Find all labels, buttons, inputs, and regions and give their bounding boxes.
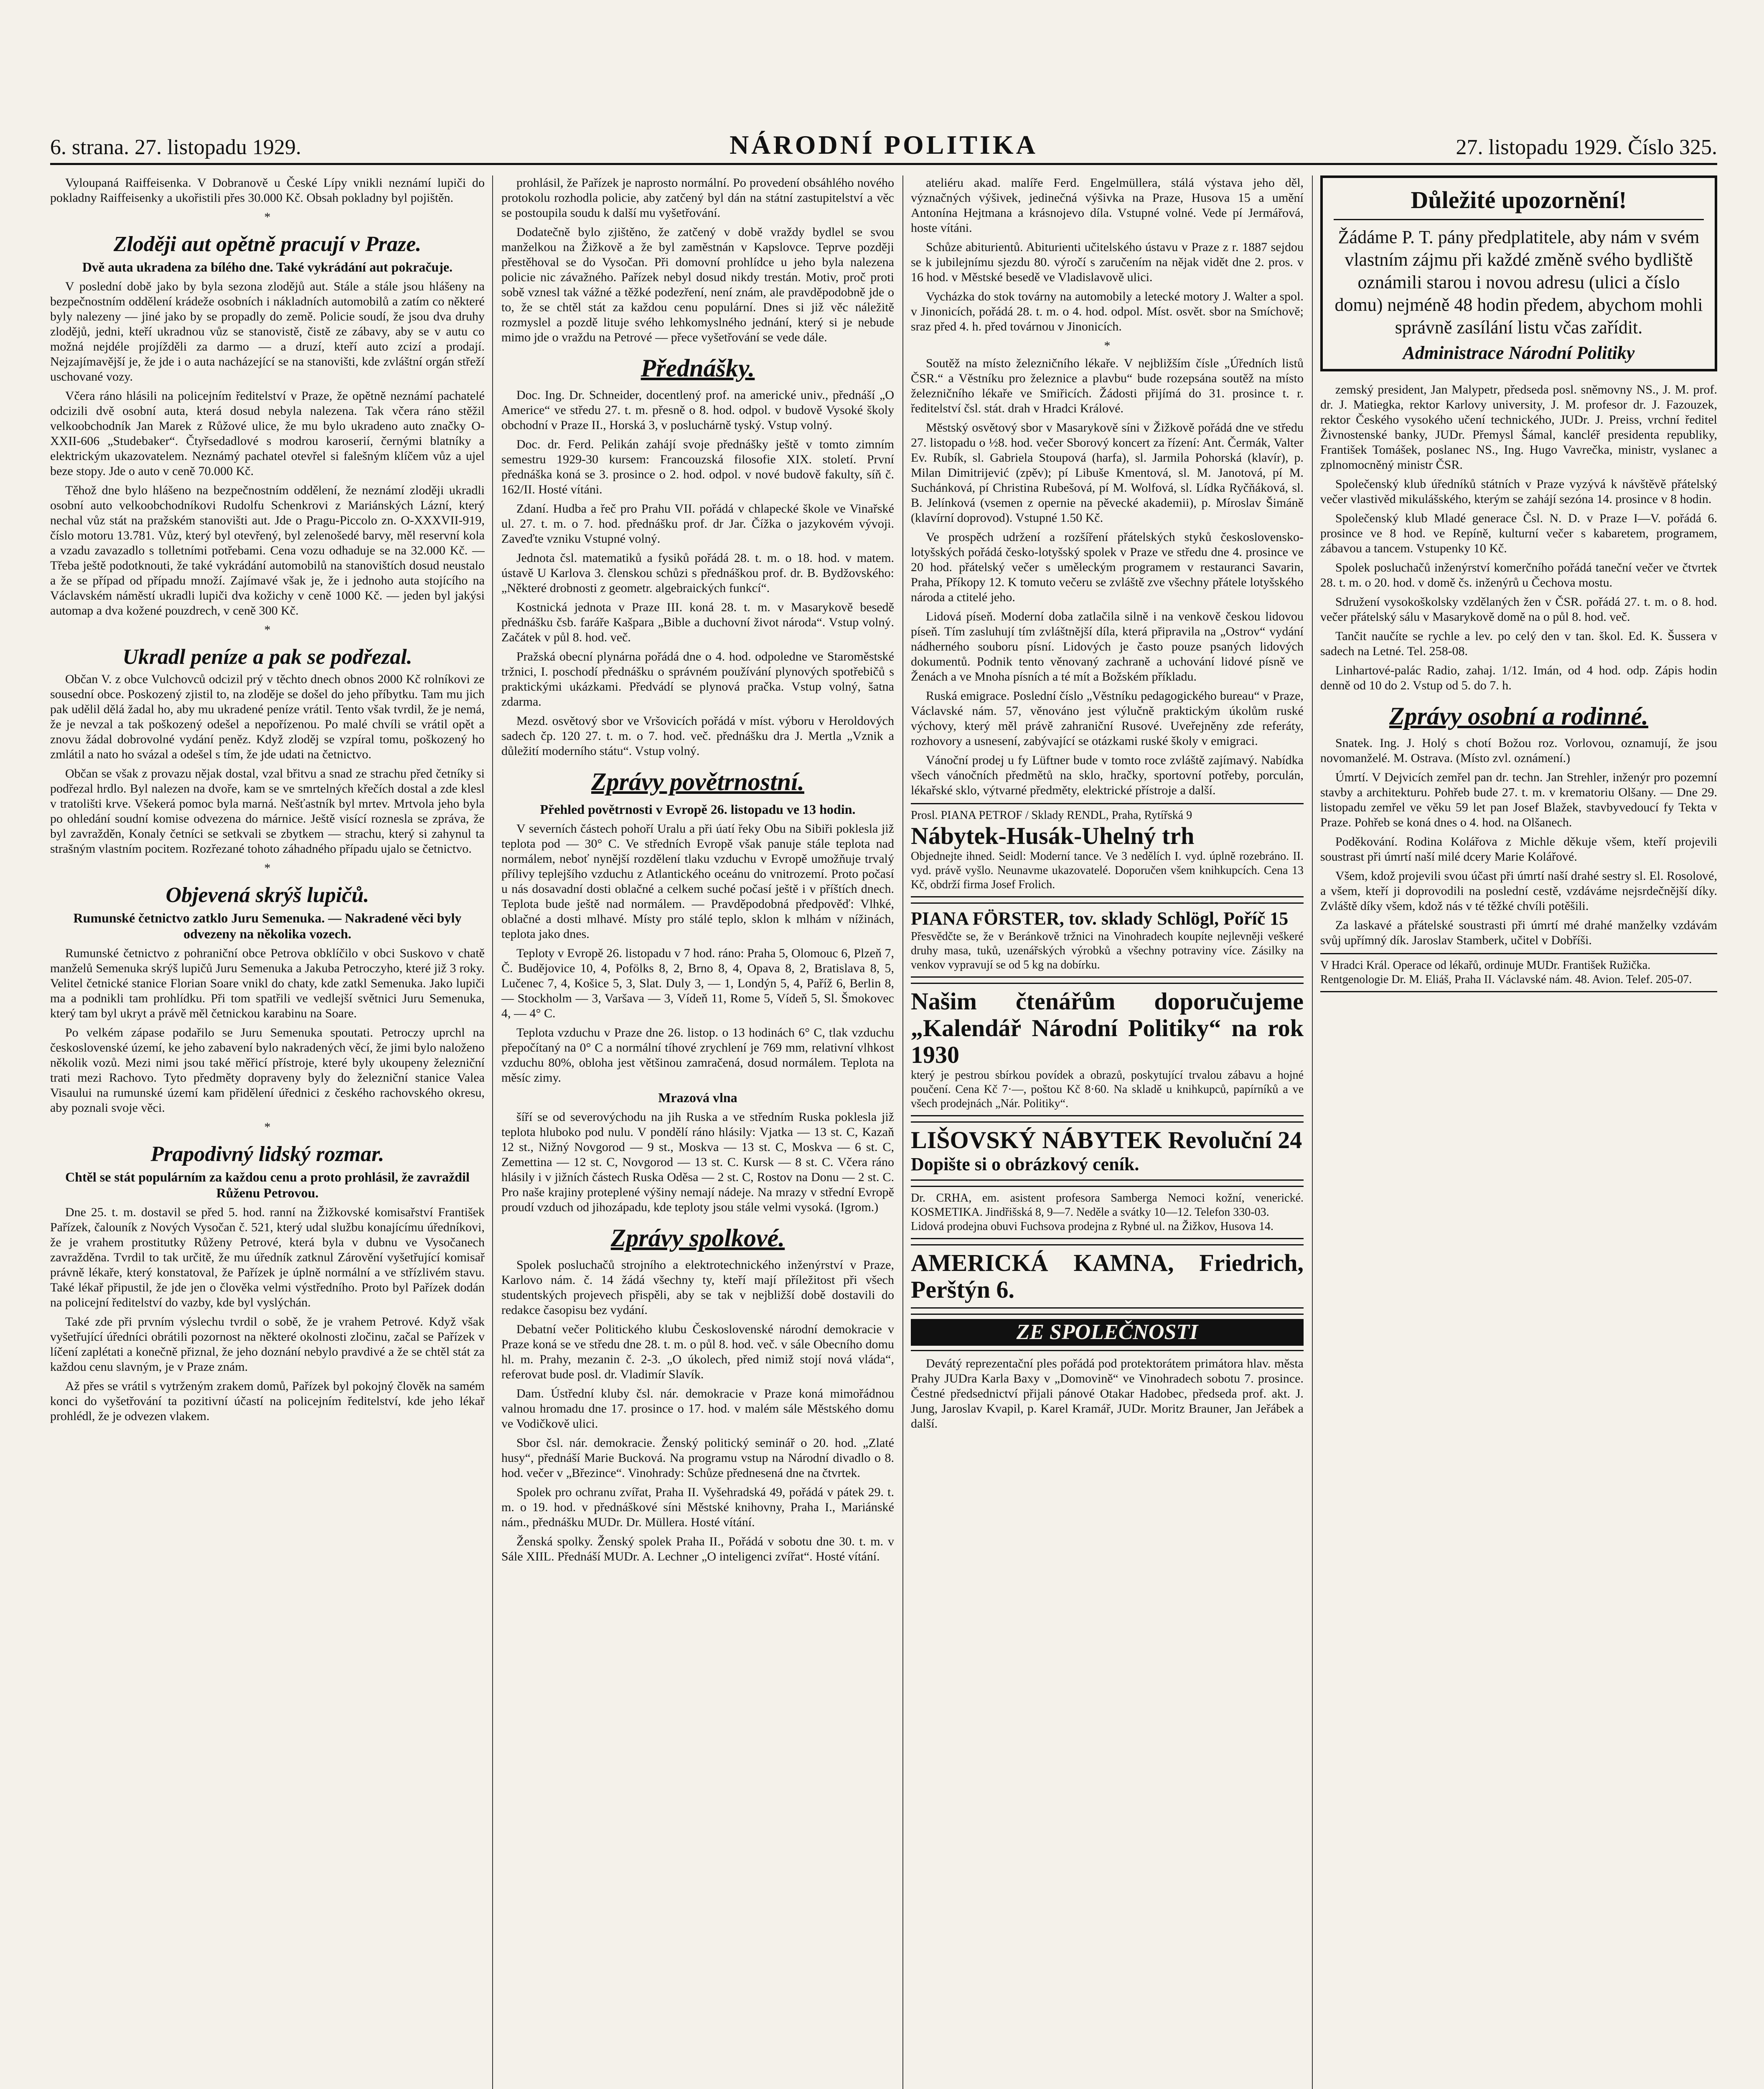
ad-headline: Našim čtenářům doporučujeme „Kalendář Národní Politiky“ na rok 1930	[911, 988, 1304, 1068]
ad-text: Rentgenologie Dr. M. Eliáš, Praha II. Václavské nám. 48. Avion. Telef. 205-07.	[1320, 973, 1692, 986]
lecture-item: Kostnická jednota v Praze III. koná 28. t. m. v Masarykově besedě přednášku čsb. faráře Kašpara „Bible a duchovní život národa“. Vstup volný. Začátek v půl 8. hod. več.	[501, 600, 894, 644]
personal-item: Všem, kdož projevili svou účast při úmrtí naší drahé sestry sl. El. Rosolové, a všem, kteří ji doprovodili na poslední cestě, vzdáváme nejsrdečnější díky. Zvláště díky všem, kdož nás v té těžké chvíli potěšili.	[1320, 869, 1717, 913]
personal-item: Úmrtí. V Dejvicích zemřel pan dr. techn. Jan Strehler, inženýr pro pozemní stavby a architekturu. Pohřeb bude 27. t. m. v krematoriu Olšany. — Dne 29. listopadu zemřel ve věku 59 let pan Josef Blažek, stavbyvedoucí fy Tekta v Praze. Pohřeb se koná dnes o 4. hod. na Olšanech.	[1320, 770, 1717, 829]
ad-text: V Hradci Král. Operace od lékařů, ordinuje MUDr. František Ružička.	[1320, 959, 1651, 972]
article-paragraph: V poslední době jako by byla sezona zlodějů aut. Stále a stále jsou hlášeny na bezpečnostním oddělení krádeže osobních i nákladních automobilů a zatím co některé byly nalezeny — jiné jako by se propadly do země. Policie soudí, že jsou dva druhy zlodějů, jedni, kteří ukradnou vůz se stanovistě, čistě ze zábavy, aby se v autu co možná nejdéle projížděli za darmo — a druzí, kteří auto zcizí a prodají. Nejzajímavější je, že jde i o auta nacházející se na stanovišti, kde zvláštní orgán střeží uschované vozy.	[50, 280, 485, 384]
notice-item: Městský osvětový sbor v Masarykově síni v Žižkově pořádá dne ve středu 27. listopadu o ½8. hod. večer Sborový koncert za řízení: Ant. Čermák, Valter Ev. Rubík, sl. Gabriela Stoupová (harfa), sl. Jarmila Pohorská (klavír), p. Milan Dimitrijević (zpěv); pí Libuše Kmentová, sl. M. Janotová, pí M. Suchánková, pí Christina Rubešová, pí M. Wolfová, sl. Lídka Ryčňáková, sl. B. Jelínková (vsemen z opernie na pěvecké akademii), p. Míroslav Šimáně (klavírní doprovod). Vstupné 1.50 Kč.	[911, 421, 1304, 525]
column-rule	[1312, 175, 1313, 2089]
ad-headline: AMERICKÁ KAMNA, Friedrich, Perštýn 6.	[911, 1249, 1304, 1303]
masthead: NÁRODNÍ POLITIKA	[729, 130, 1038, 160]
lecture-item: Zdaní. Hudba a řeč pro Prahu VII. pořádá v chlapecké škole ve Vinařské ul. 27. t. m. o 7. hod. přednášku prof. dr Jar. Čížka o jazykovém vývoji. Zaveďte vzniku Vstupné volný.	[501, 502, 894, 546]
ad-text: Dr. CRHA, em. asistent profesora Samberga Nemoci kožní, venerické. KOSMETIKA. Jindřišská 8, 9—7. Neděle a svátky 10—12. Telefon 330-03.	[911, 1192, 1304, 1219]
column-4	[1320, 175, 1717, 2089]
article-paragraph: Občan V. z obce Vulchovců odcizil prý v těchto dnech obnos 2000 Kč rolníkovi ze sousední obce. Poskozený zjistil to, na zloděje se došel do jeho příbytku. Tam mu jich pak udělil dělá žadal ho, aby mu ukradené peníze vrátil. Tento však tvrdil, že je nemá, že je nevzal a tak poškozený odešel a nepořízenou. Po malé chvíli se vrátil opět a znovu žádal dobrovolné vydání peněz. Když zloděj se vzpíral tomu, poškozený ho zmlátil a nato ho svázal a odešel s tím, že jde udati na četnictvo.	[50, 672, 485, 761]
society-section	[911, 1314, 1304, 1351]
weather-paragraph: Teplota vzduchu v Praze dne 26. listop. o 13 hodinách 6° C, tlak vzduchu přepočítaný na 0° C a normální tíhové zrychlení je 769 mm, relativní vlhkost vzduchu 80%, obloha jest většinou zamračená, dosud normálem. Teplota na měsíc zimy.	[501, 1026, 894, 1085]
article-paragraph: zemský president, Jan Malypetr, předseda posl. sněmovny NS., J. M. prof. dr. J. Matiegka, rektor Karlovy university, J. M. profesor dr. J. Fazouzek, rektor Českého vysokého učení technického, JUDr. J. Preiss, vrchní ředitel Živnostenské banky, JUDr. Přemysl Šámal, kancléř presidenta republiky, František Tomášek, poslanec NS., Ing. Hugo Vavrečka, ministr, vyslanec a zplnomocněný ministr ČSR.	[1320, 383, 1717, 472]
ad-text: Přesvědčte se, že v Beránkově tržnici na Vinohradech koupíte nejlevněji veškeré druhy masa, tuků, uzenářských výrobků a všechny potraviny více. Zásilky na venkov vypravují se od 5 kg na dobírku.	[911, 930, 1304, 971]
ad-headline: LIŠOVSKÝ NÁBYTEK Revoluční 24	[911, 1126, 1302, 1154]
separator-star: *	[264, 210, 271, 224]
notice-item: Schůze abiturientů. Abiturienti učitelského ústavu v Praze z r. 1887 sejdou se k jubilejnímu sjezdu 80. výročí s zaručením na nějak vidět dne 2. pros. v 16 hod. v Městské besedě ve Vladislavově ulici.	[911, 240, 1304, 284]
weather-headline: Přehled povětrnosti v Evropě 26. listopadu ve 13 hodin.	[540, 802, 856, 817]
advertisement	[911, 902, 1304, 978]
separator-star: *	[264, 623, 271, 637]
section-title-weather: Zprávy povětrnostní.	[591, 768, 804, 795]
article-paragraph: Až přes se vrátil s vytrženým zrakem domů, Pařízek byl pokojný člověk na samém konci do vyšetřování ta pozitivní účastí na policejním ředitelství, kde jeho lékař prohlédl, že je odvezen vlakem.	[50, 1379, 485, 1423]
article-paragraph: Včera ráno hlásili na policejním ředitelství v Praze, že opětně neznámí pachatelé odcizili dvě osobní auta, která dosud nebyla nalezena. Tak včera ráno stěžil velkoobchodník Jan Marek z Růžové ulice, že mu bylo ukradeno auto značky O-XXII-606 „Studebaker“. Čtyřsedadlové s modrou karoserií, černými blatníky a elektrickým ukazovatelem. Neznámý pachatel otevřel si falešným klíčem vůz a ujel beze stopy. Jde o auto v ceně 70.000 Kč.	[50, 389, 485, 478]
important-notice-box	[1320, 175, 1717, 371]
section-title-society: ZE SPOLEČNOSTI	[911, 1319, 1304, 1346]
lecture-item: Doc. Ing. Dr. Schneider, docentlený prof. na americké univ., přednáší „O Americe“ ve středu 27. t. m. přesně o 8. hod. odpol. v budově Vysoké školy obchodní v Praze II., Horská 3, v posluchárně tyský. Vstup volný.	[501, 388, 894, 432]
ad-text: Objednejte ihned. Seidl: Moderní tance. Ve 3 nedělích I. vyd. úplně rozebráno. II. vyd. právě vyšlo. Neunavme ukazovatelé. Doporučen všem knihkupcích. Cena 13 Kč, obdrží firma Josef Frolich.	[911, 850, 1304, 891]
column-rule	[492, 175, 493, 2089]
article-headline: Prapodivný lidský rozmar.	[150, 1142, 384, 1166]
ad-headline: PIANA FÖRSTER, tov. sklady Schlögl, Poříč 15	[911, 908, 1289, 929]
notice-item: Vycházka do stok továrny na automobily a letecké motory J. Walter a spol. v Jinonicích, pořádá 28. t. m. o 4. hod. odpol. Míst. osvět. sbor na Smíchově; sraz před 4. h. před továrnou v Jinonicích.	[911, 290, 1304, 333]
article-subheadline: Chtěl se stát populárním za každou cenu a proto prohlásil, že zavraždil Růženu Petrovou.	[65, 1169, 470, 1200]
column-2	[501, 175, 894, 2089]
article-headline: Objevená skrýš lupičů.	[165, 883, 369, 907]
advertisement	[911, 1244, 1304, 1309]
weather-paragraph: šíří se od severovýchodu na jih Ruska a ve středním Ruska poklesla již teplota hluboko pod nulu. V pondělí ráno hlásily: Vjatka — 13 st. C, Kazaň 12 st., Nižný Novgorod — 9 st., Moskva — 13 st. C, Moskva — 6 st. C, Zemettina — 12 st. C, Novgorod — 13 st. C. Kursk — 8 st. C. Včera ráno hlásily i v jižních částech Ruska Oděsa — 2 st. C, Rostov na Donu — 2 st. C. Pro naše krajiny proteplené výšiny nemají nádeje. Na mrazy v střední Evropě proudí vzduch od jihozápadu, kde teploty jsou stále velmi vysoká. (Igrom.)	[501, 1110, 894, 1214]
association-item: Spolek pro ochranu zvířat, Praha II. Vyšehradská 49, pořádá v pátek 29. t. m. o 19. hod. v přednáškové síni Městské knihovny, Praha I., Mariánské nám., přednášku MUDr. Dr. Müllera. Hosté vítání.	[501, 1485, 894, 1529]
notice-item: Lidová píseň. Moderní doba zatlačila silně i na venkově českou lidovou píseň. Tím zasluhují tím zvláštnější díla, která připravila na „Ostrov“ vydání nádherného souboru písní. Lidových je často pouze psaných lidových dokumentů. Podnik tento věnovaný zachraně a uchování lidové písně ve Ženách a ve Mnoha písních a té mít a Božském příkladu.	[911, 610, 1304, 684]
article-paragraph: Po velkém zápase podařilo se Juru Semenuka spoutati. Petroczy uprchl na československé území, ke jeho zabavení bylo nakradených věcí, že jimi bylo naloženo několik vozů. Mezi nimi jsou také měřicí přístroje, které byly ukoupeny železniční trati mezi Rachovo. Tyto předměty dopraveny byly do železniční stanice Valea Visaului na rumunské území kam přidělení úřednici z českého rachovského okresu, aby poznali svoje věci.	[50, 1026, 485, 1115]
article-paragraph: Dodatečně bylo zjištěno, že zatčený v době vraždy bydlel se svou manželkou na Žižkově a že byl zaměstnán v Kapslovce. Teprve později přestěhoval se do Vysočan. Při domovní prohlídce u jeho byla nalezena policie nic závažného. Pařízek nebyl dosud nikdy trestán. Motiv, proč proti sobě vznesl tak vážné a těžké podezření, není znám, ale pravděpodobně jde o to, že se chtěl stát za každou cenu populární. Dnes si již věc náležitě rozmyslel a pozdě lituje svého lehkomyslného jednání, který si je nebude mimo jde o vraždu na Petrové — přece vyšetřování se vede dále.	[501, 225, 894, 344]
notice-item: Ve prospěch udržení a rozšíření přátelských styků československo-lotyšských pořádá česko-lotyšský spolek v Praze ve středu dne 4. prosince ve 20 hod. přátelský večer s uměleckým programem v restauranci Savarin, Praha, Příkopy 12. K tomuto večeru se zvláště zve všechny přátele lotyšského národa a ctitelé jeho.	[911, 530, 1304, 604]
notice-item: Ruská emigrace. Poslední číslo „Věstníku pedagogického bureau“ v Praze, Václavské nám. 57, věnováno jest výlučně praktickým úkolům ruské výchovy, který měl právě zahraniční Rusové. Uveřejněny zde referáty, rozhovory a usnesení, zabývající se otázkami ruské školy v emigraci.	[911, 689, 1304, 748]
ad-text: Lidová prodejna obuvi Fuchsova prodejna z Rybné ul. na Žižkov, Husova 14.	[911, 1220, 1273, 1233]
lecture-item: Jednota čsl. matematiků a fysiků pořádá 28. t. m. o 18. hod. v matem. ústavě U Karlova 3. členskou schůzi s přednáškou prof. dr. B. Bydžovského: „Některé drobnosti z geometr. algebraických funkcí“.	[501, 551, 894, 595]
article-paragraph: Také zde při prvním výslechu tvrdil o sobě, že je vrahem Petrové. Když však vyšetřující úředníci obrátili pozornost na některé okolnosti zločinu, začal se Pařízek v líčení zaplétati a konečně přiznal, že jeho doznání nebylo pravdivé a že se chtěl stát za každou cenu slavným, je v Praze znám.	[50, 1315, 485, 1374]
article-subheadline: Dvě auta ukradena za bílého dne. Také vykrádání aut pokračuje.	[82, 259, 453, 274]
personal-item: Za laskavé a přátelské soustrasti při úmrtí mé drahé manželky vzdávám svůj upřímný dík. Jaroslav Stamberk, učitel v Dobříši.	[1320, 918, 1717, 947]
article-subheadline: Rumunské četnictvo zatklo Juru Semenuka. — Nakradené věci byly odvezeny na několika vozech.	[73, 910, 462, 941]
separator-star: *	[264, 1120, 271, 1134]
society-item: Devátý reprezentační ples pořádá pod protektorátem primátora hlav. města Prahy JUDra Karla Baxy v „Domovině“ ve Vinohradech sobotu 7. prosince. Čestné předsednictví přijali pánové Otakar Hadobec, předseda prof. akt. J. Jung, Jaroslav Kvapil, p. Karel Kramář, JUDr. Moritz Brauner, Jan Jeřábek a další.	[911, 1357, 1304, 1431]
article-paragraph: prohlásil, že Pařízek je naprosto normální. Po provedení obsáhlého nového protokolu rozhodla policie, aby zatčený byl dán na státní zastupitelství a věc se postoupila soudu k další mu vyšetřování.	[501, 176, 894, 220]
advertisement	[1320, 953, 1717, 992]
notice-title: Důležité upozornění!	[1334, 186, 1704, 220]
lead-news: Vyloupaná Raiffeisenka. V Dobranově u České Lípy vnikli neznámí lupiči do pokladny Raiffeisenky a ukořistili přes 30.000 Kč. Obsah pokladny byl pojištěn.	[50, 176, 485, 205]
separator-star: *	[1104, 339, 1111, 353]
article-paragraph: Dne 25. t. m. dostavil se před 5. hod. ranní na Žižkovské komisařství František Pařízek, čalouník z Nových Vysočan č. 521, který udal službu konajícímu úředníkovi, že je vrahem prostitutky Růženy Petrové, která byla v dubnu ve Vysočanech zavražděna. Tvrdil to tak určitě, že mu úředník zatknul Zárovění vyšetřující komisař právně lékaře, který konstatoval, že Pařízek je úplně normální a ve střízlivém stavu. Také lékař připustil, že jde jen o člověka velmi výstředního. Proto byl Pařízek dodán na policejní ředitelství do vazby, kde byl vyslýchán.	[50, 1205, 485, 1309]
advertisement	[911, 1121, 1304, 1181]
association-item: Ženská spolky. Ženský spolek Praha II., Pořádá v sobotu dne 30. t. m. v Sále XIIL. Přednáší MUDr. A. Lechner „O inteligenci zvířat“. Hosté vítání.	[501, 1535, 894, 1563]
notice-item: Soutěž na místo železničního lékaře. V nejbližším čísle „Úředních listů ČSR.“ a Věstníku pro železnice a plavbu“ bude rozepsána soutěž na místo železničního lékaře ve Smiřicích. Žádosti přijímá do 31. prosince t. r. ředitelství čsl. stát. drah v Hradci Králové.	[911, 356, 1304, 415]
advertisement	[911, 1186, 1304, 1239]
weather-paragraph: Teploty v Evropě 26. listopadu v 7 hod. ráno: Praha 5, Olomouc 6, Plzeň 7, Č. Budějovice 10, 4, Pofölks 8, 2, Brno 8, 4, Opava 8, 2, Bratislava 8, 5, Lučenec 7, 4, Košice 5, 3, Slat. Duly 3, — 1, Londýn 5, 4, Paříž 6, Berlin 8, — Stockholm — 3, Varšava — 3, Vídeň 11, Rome 5, Vídeň 5, Sl. Šmokovec 4, — 4° C.	[501, 946, 894, 1020]
notice-item: Vánoční prodej u fy Lüftner bude v tomto roce zvláště zajímavý. Nabídka všech vánočních předmětů na sklo, hračky, sportovní potřeby, porculán, lékařské sklo, výtvarné předměty, elektrické přístroje a další.	[911, 753, 1304, 797]
notice-item: Spolek posluchačů inženýrství komerčního pořádá taneční večer ve čtvrtek 28. t. m. o 20. hod. v domě čs. inženýrů u Čechova mostu.	[1320, 561, 1717, 590]
weather-subheadline: Mrazová vlna	[658, 1090, 737, 1105]
column-rule	[902, 175, 903, 2089]
ad-headline: Nábytek-Husák-Uhelný trh	[911, 822, 1195, 849]
notice-item: Společenský klub Mladé generace Čsl. N. D. v Praze I—V. pořádá 6. prosince ve 8 hod. ve Repíně, kulturní večer s kabaretem, programem, zábavou a tancem. Vstupenky 10 Kč.	[1320, 511, 1717, 555]
article-paragraph: Těhož dne bylo hlášeno na bezpečnostním oddělení, že neznámí zloději ukradli osobní auto velkoobchodníkovi Rudolfu Schenkrovi z Mariánských Lázní, který nechal vůz stát na pražském stanovišti aut. Jde o Pragu-Piccolo zn. O-XXXVII-919, číslo motoru 13.781. Vůz, který byl otevřený, byl zelenošedé barvy, měl reservní kola a vzadu zavazadlo s tolletními potřebami. Cena vozu odhaduje se na 32.000 Kč. — Třeba ještě podotknouti, že také vykrádání automobilů na stanovištích dosud neustalo a že se případ od případu množí. Zajímavé však je, že i jednoho auta stojícího na Václavském náměstí ukradli lupiči dva kožichy v ceně 1000 Kč. — jeden byl jakýsi automap a dva kožené pouzdrech, v ceně 300 Kč.	[50, 483, 485, 618]
column-3	[911, 175, 1304, 2089]
notice-signature: Administrace Národní Politiky	[1403, 343, 1635, 363]
personal-item: Snatek. Ing. J. Holý s chotí Božou roz. Vorlovou, oznamují, že jsou novomanželé. M. Ostrava. (Místo zvl. oznámení.)	[1320, 736, 1717, 765]
article-paragraph: Rumunské četnictvo z pohraniční obce Petrova obklíčilo v obci Suskovo v chatě manželů Semenuka skrýš lupičů Juru Semenuka a Jakuba Petroczyho, které již 3 roky. Velitel četnické stanice Florian Soare vnikl do chaty, kde zatkl Semenuka. Jako lupiči ma a podnikli tam prohlídku. Při tom spatřili ve vedlejší světnici Juru Semenuka, který tam byl ukryt a právě měl četnickou karabinu na Soare.	[50, 946, 485, 1020]
header-left: 6. strana. 27. listopadu 1929.	[50, 135, 301, 159]
association-item: Dam. Ústřední kluby čsl. nár. demokracie v Praze koná mimořádnou valnou hromadu dne 17. prosince o 17. hod. v malém sále Městského domu ve Vodičkově ulici.	[501, 1387, 894, 1431]
ad-subheadline: Dopište si o obrázkový ceník.	[911, 1154, 1139, 1174]
ad-line: Prosl. PIANA PETROF / Sklady RENDL, Praha, Rytířská 9	[911, 809, 1192, 822]
separator-star: *	[264, 861, 271, 875]
weather-paragraph: V severních částech pohoří Uralu a při úatí řeky Obu na Sibiři poklesla již teplota pod — 30° C. Ve středních Evropě však panuje stále teplota nad normálem, neboť nynější rozdělení tlaku vzduchu v Evropě umožňuje trvalý přílivy teplejšího vzduchu z Atlantického oceánu do vnitrozemí. Proto počasí u nás dosavadní dosti oblačné a celkem suché počasí ještě i v příštích dnech. Teplota bude ještě nad normálem. — Pravděpodobná předpověď: Vlhké, oblačné a dosti mlhavé. Místy pro stálé teplo, sklon k mlhám v nížinách, teplota jako dnes.	[501, 822, 894, 941]
ad-text: který je pestrou sbírkou povídek a obrazů, poskytující trvalou zábavu a hojné poučení. Cena Kč 7·—, poštou Kč 8·60. Na skladě u knihkupců, papírníků a ve všech prodejnách „Nár. Politiky“.	[911, 1069, 1304, 1110]
notice-item: Tančit naučíte se rychle a lev. po celý den v tan. škol. Ed. K. Šusserа v sadech na Letné. Tel. 258-08.	[1320, 629, 1717, 658]
header-right: 27. listopadu 1929. Číslo 325.	[1456, 135, 1717, 159]
association-item: Sbor čsl. nár. demokracie. Ženský politický seminář o 20. hod. „Zlaté husy“, přednáší Marie Bucková. Na programu vstup na Národní divadlo o 8. hod. večer v „Březince“. Vinohrady: Schůze přednesená dne na čtvrtek.	[501, 1436, 894, 1480]
notice-item: Linhartové-palác Radio, zahaj. 1/12. Imán, od 4 hod. odp. Zápis hodin denně od 10 do 2. Vstup od 5. do 7. h.	[1320, 663, 1717, 692]
column-1	[50, 175, 485, 2089]
section-title-personal: Zprávy osobní a rodinné.	[1389, 702, 1649, 730]
article-headline: Zloději aut opětně pracují v Praze.	[113, 232, 422, 256]
lecture-item: Doc. dr. Ferd. Pelikán zahájí svoje přednášky ještě v tomto zimním semestru 1929-30 kursem: Francouzská filosofie XIX. století. První přednáška koná se 3. prosince o 2. hod. odpol. v nové budově fakulty, síň č. 162/II. Hosté vítáni.	[501, 437, 894, 496]
notice-body: Žádáme P. T. pány předplatitele, aby nám v svém vlastním zájmu při každé změně svého bydliště oznámili starou i novou adresu (ulici a číslo domu) nejméně 48 hodin předem, abychom mohli správně zasílání listu včas zařídit.	[1334, 227, 1703, 338]
notice-item: Společenský klub úředníků státních v Praze vyzývá k návštěvě přátelský večer vlastivěd mikulášského, kterým se zahájí sezóna 14. prosince v 8 hodin.	[1320, 477, 1717, 506]
association-item: Debatní večer Politického klubu Československé národní demokracie v Praze koná se ve středu dne 28. t. m. o půl 8. hod. več. v sále Obecního domu hl. m. Prahy, mezanin č. 2-3. „O úkolech, před nimiž stojí nová vláda“, referovat bude posl. dr. Vladimír Slavík.	[501, 1322, 894, 1381]
article-paragraph: Občan se však z provazu nějak dostal, vzal břitvu a snad ze strachu před četníky si podřezal hrdlo. Byl nalezen na dvoře, kam se ve smrtelných křečích dostal a zde klesl v tratolišti krve. Všekerá pomoc byla marná. Nešťastník byl mrtev. Mrtvola jeho byla po ohledání soudní komise odvezena do márnice. Ještě visící roznesla se zpráva, že byl zavražděn, Konaly četníci se setkvali se zbytkem — strachu, který si zahynul ta strašným vlastním pocitem. Rozřezané tohoto záhadného případu ujalo se četnictvo.	[50, 767, 485, 856]
section-title-associations: Zprávy spolkové.	[610, 1224, 785, 1252]
association-item: Spolek posluchačů strojního a elektrotechnického inženýrství v Praze, Karlovo nám. č. 14 žádá všechny ty, kteří mají příležitost při všech studentských projevech přispěli, aby se tak v nejbližší době dostavili do redakce časopisu bez vydání.	[501, 1258, 894, 1317]
lecture-item: Pražská obecní plynárna pořádá dne o 4. hod. odpoledne ve Staroměstské tržnici, I. poschodí přednášku o správném používání plynových spotřebičů s praktickými ukázkami. Předvádí se plynová pračka. Vstup volný, šatna zdarma.	[501, 650, 894, 709]
article-headline: Ukradl peníze a pak se podřezal.	[122, 645, 412, 669]
personal-item: Poděkování. Rodina Kolářova z Michle děkuje všem, kteří projevili soustrast při úmrtí naší milé dcery Marie Kolářové.	[1320, 835, 1717, 864]
advertisement	[911, 983, 1304, 1116]
section-title-lectures: Přednášky.	[641, 354, 755, 382]
page-header	[50, 130, 1717, 165]
notice-item: ateliéru akad. malíře Ferd. Engelmüllera, stálá výstava jeho děl, význačných výšivek, jedinečná výšivka na Praze, Husova 15 a umění Antonína Hejtmana a krásnojevo díla. Vstupné volné. Vede pí Jermářová, hoste vítáni.	[911, 176, 1304, 235]
advertisement	[911, 803, 1304, 897]
notice-item: Sdružení vysokoškolsky vzdělaných žen v ČSR. pořádá 27. t. m. o 8. hod. večer přátelský sálu v Masarykově domě na o půl 8. hod. več.	[1320, 595, 1717, 624]
lecture-item: Mezd. osvětový sbor ve Vršovicích pořádá v míst. výboru v Heroldových sadech čp. 120 27. t. m. o 7. hod. več. přednášku dra J. Mertla „Vznik a důležití moderního státu“. Vstup volný.	[501, 714, 894, 758]
